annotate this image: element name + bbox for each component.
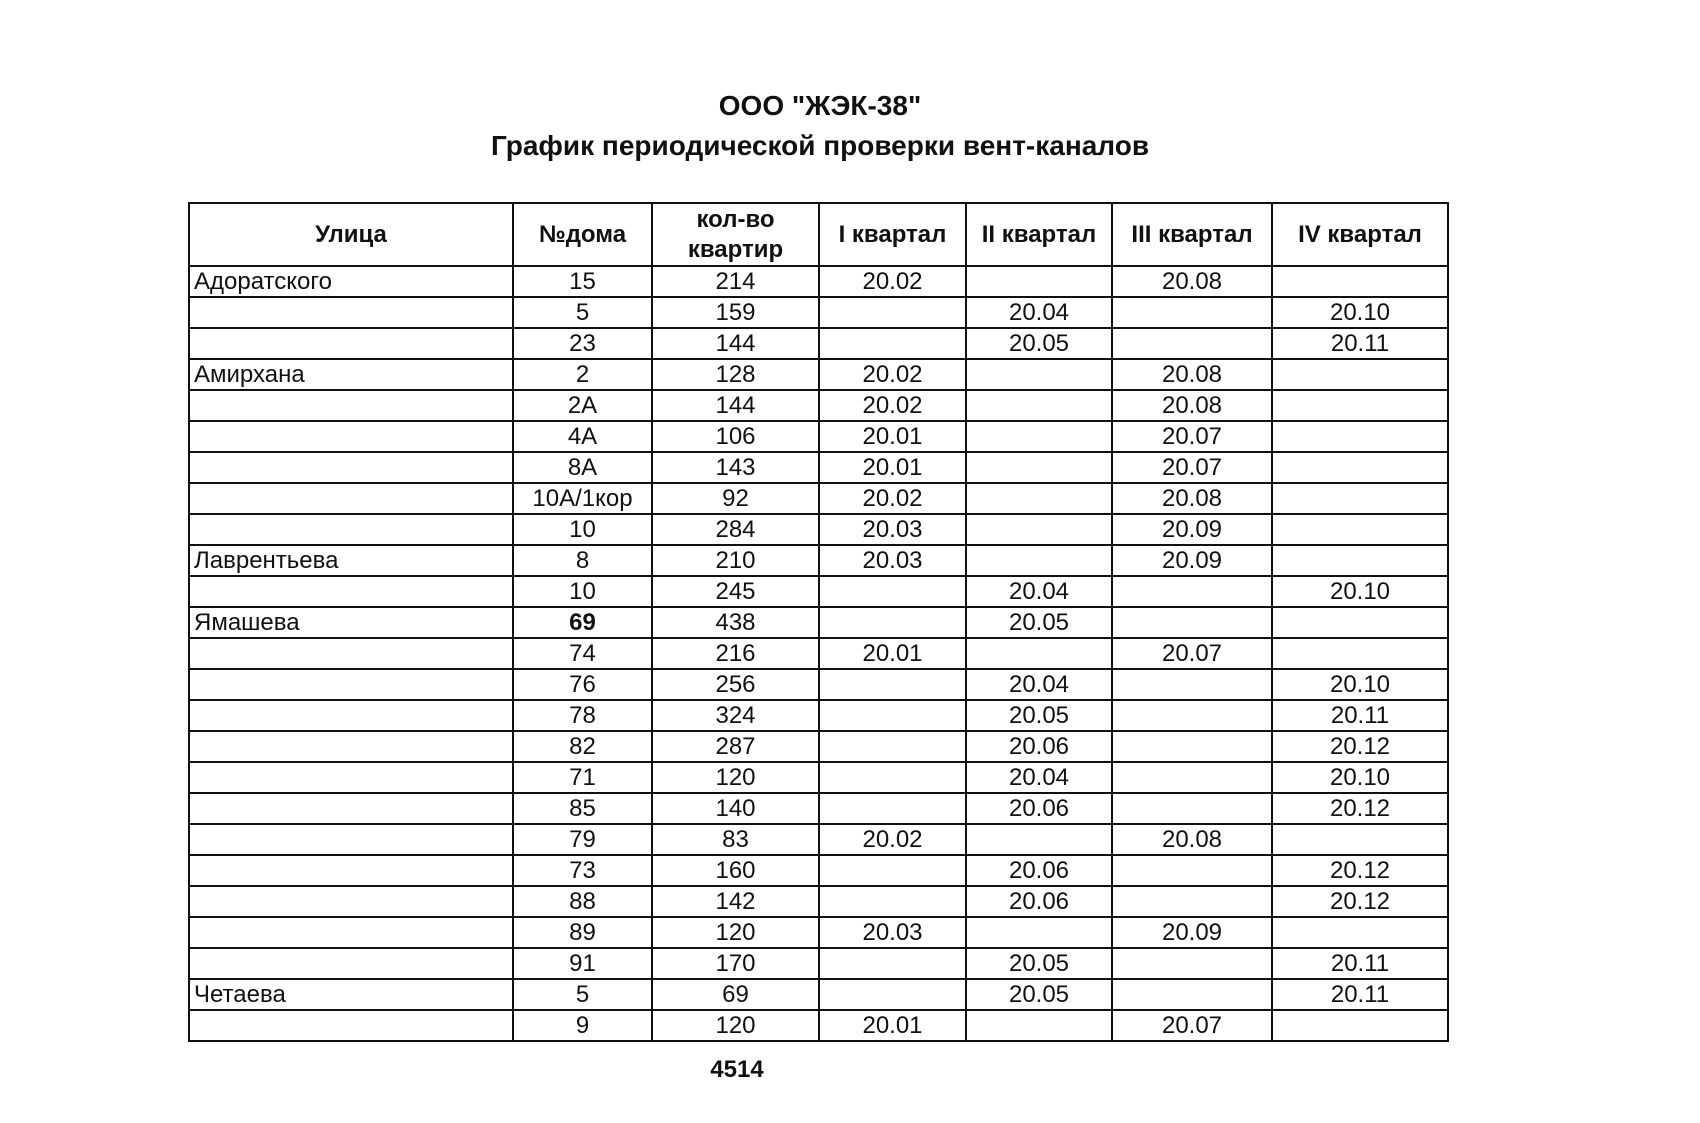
house-number-cell: 15: [513, 266, 652, 297]
street-cell: Ямашева: [189, 607, 513, 638]
quarter-4-date-cell: 20.11: [1272, 948, 1448, 979]
street-cell: [189, 917, 513, 948]
quarter-2-date-cell: 20.06: [966, 855, 1112, 886]
quarter-3-date-cell: [1112, 731, 1272, 762]
quarter-1-date-cell: 20.02: [819, 266, 966, 297]
quarter-1-date-cell: 20.01: [819, 421, 966, 452]
table-row: [189, 886, 1448, 917]
quarter-3-date-cell: 20.07: [1112, 421, 1272, 452]
table-row: [189, 328, 1448, 359]
house-number-cell: 2А: [513, 390, 652, 421]
quarter-4-date-cell: 20.12: [1272, 793, 1448, 824]
table-row: [189, 948, 1448, 979]
quarter-2-date-cell: 20.06: [966, 793, 1112, 824]
quarter-2-date-cell: 20.05: [966, 607, 1112, 638]
apartment-count-cell: 216: [652, 638, 819, 669]
house-number-cell: 78: [513, 700, 652, 731]
house-number-cell: 5: [513, 297, 652, 328]
apartment-count-cell: 160: [652, 855, 819, 886]
quarter-4-date-cell: 20.11: [1272, 979, 1448, 1010]
house-number-cell: 76: [513, 669, 652, 700]
quarter-4-date-cell: [1272, 452, 1448, 483]
quarter-3-date-cell: 20.09: [1112, 917, 1272, 948]
street-cell: [189, 297, 513, 328]
quarter-1-date-cell: [819, 669, 966, 700]
house-number-cell: 4А: [513, 421, 652, 452]
quarter-4-date-cell: 20.10: [1272, 762, 1448, 793]
street-cell: [189, 452, 513, 483]
table-row: [189, 855, 1448, 886]
column-header-quarter-4: IV квартал: [1272, 203, 1448, 266]
quarter-1-date-cell: 20.02: [819, 483, 966, 514]
street-cell: Четаева: [189, 979, 513, 1010]
quarter-1-date-cell: 20.02: [819, 390, 966, 421]
quarter-1-date-cell: [819, 297, 966, 328]
quarter-4-date-cell: 20.12: [1272, 886, 1448, 917]
street-cell: [189, 824, 513, 855]
quarter-3-date-cell: [1112, 297, 1272, 328]
table-row: [189, 700, 1448, 731]
quarter-4-date-cell: 20.12: [1272, 731, 1448, 762]
quarter-2-date-cell: [966, 638, 1112, 669]
quarter-4-date-cell: [1272, 483, 1448, 514]
quarter-4-date-cell: 20.10: [1272, 576, 1448, 607]
quarter-3-date-cell: 20.07: [1112, 638, 1272, 669]
apartment-count-cell: 69: [652, 979, 819, 1010]
quarter-3-date-cell: [1112, 948, 1272, 979]
house-number-cell: 89: [513, 917, 652, 948]
quarter-2-date-cell: [966, 266, 1112, 297]
quarter-2-date-cell: [966, 545, 1112, 576]
apartment-count-cell: 140: [652, 793, 819, 824]
table-row: [189, 669, 1448, 700]
table-row: [189, 917, 1448, 948]
quarter-1-date-cell: 20.01: [819, 638, 966, 669]
quarter-3-date-cell: 20.08: [1112, 266, 1272, 297]
quarter-2-date-cell: 20.06: [966, 731, 1112, 762]
vent-check-schedule-table: [188, 202, 1449, 1042]
apartment-count-cell: 144: [652, 390, 819, 421]
apartment-count-cell: 83: [652, 824, 819, 855]
quarter-2-date-cell: 20.04: [966, 762, 1112, 793]
quarter-1-date-cell: 20.02: [819, 359, 966, 390]
quarter-4-date-cell: 20.11: [1272, 328, 1448, 359]
apartment-count-cell: 143: [652, 452, 819, 483]
apartment-count-cell: 144: [652, 328, 819, 359]
street-cell: [189, 1010, 513, 1041]
apartment-count-cell: 284: [652, 514, 819, 545]
quarter-1-date-cell: 20.01: [819, 452, 966, 483]
quarter-4-date-cell: 20.10: [1272, 669, 1448, 700]
apartment-count-cell: 438: [652, 607, 819, 638]
apartment-count-cell: 120: [652, 917, 819, 948]
street-cell: [189, 886, 513, 917]
apartment-count-cell: 120: [652, 762, 819, 793]
quarter-1-date-cell: [819, 979, 966, 1010]
quarter-4-date-cell: 20.11: [1272, 700, 1448, 731]
table-row: [189, 607, 1448, 638]
house-number-cell: 73: [513, 855, 652, 886]
quarter-3-date-cell: 20.07: [1112, 1010, 1272, 1041]
quarter-3-date-cell: 20.07: [1112, 452, 1272, 483]
street-cell: [189, 514, 513, 545]
quarter-1-date-cell: 20.03: [819, 545, 966, 576]
apartment-count-cell: 159: [652, 297, 819, 328]
table-row: [189, 824, 1448, 855]
table-row: [189, 483, 1448, 514]
table-row: [189, 762, 1448, 793]
table-row: [189, 576, 1448, 607]
quarter-1-date-cell: [819, 886, 966, 917]
house-number-cell: 85: [513, 793, 652, 824]
apartment-count-cell: 128: [652, 359, 819, 390]
house-number-cell: 2: [513, 359, 652, 390]
house-number-cell: 74: [513, 638, 652, 669]
apartment-count-cell: 142: [652, 886, 819, 917]
table-row: [189, 421, 1448, 452]
street-cell: [189, 576, 513, 607]
quarter-2-date-cell: 20.04: [966, 576, 1112, 607]
quarter-2-date-cell: [966, 514, 1112, 545]
quarter-3-date-cell: 20.08: [1112, 483, 1272, 514]
quarter-1-date-cell: [819, 328, 966, 359]
quarter-2-date-cell: [966, 421, 1112, 452]
table-row: [189, 1010, 1448, 1041]
quarter-1-date-cell: 20.03: [819, 514, 966, 545]
table-row: [189, 545, 1448, 576]
quarter-4-date-cell: [1272, 359, 1448, 390]
quarter-4-date-cell: [1272, 390, 1448, 421]
quarter-4-date-cell: [1272, 545, 1448, 576]
street-cell: [189, 328, 513, 359]
quarter-3-date-cell: [1112, 607, 1272, 638]
house-number-cell: 10А/1кор: [513, 483, 652, 514]
column-header-street: Улица: [189, 203, 513, 266]
quarter-4-date-cell: [1272, 1010, 1448, 1041]
quarter-3-date-cell: [1112, 886, 1272, 917]
quarter-2-date-cell: 20.05: [966, 328, 1112, 359]
column-header-quarter-3: III квартал: [1112, 203, 1272, 266]
house-number-cell: 88: [513, 886, 652, 917]
house-number-cell: 5: [513, 979, 652, 1010]
apartment-count-cell: 245: [652, 576, 819, 607]
quarter-2-date-cell: [966, 390, 1112, 421]
street-cell: Адоратского: [189, 266, 513, 297]
quarter-3-date-cell: [1112, 793, 1272, 824]
apartment-count-cell: 210: [652, 545, 819, 576]
quarter-2-date-cell: [966, 483, 1112, 514]
table-row: [189, 731, 1448, 762]
quarter-2-date-cell: 20.05: [966, 948, 1112, 979]
quarter-3-date-cell: [1112, 979, 1272, 1010]
document-title: График периодической проверки вент-каналов: [490, 130, 1150, 161]
quarter-3-date-cell: 20.08: [1112, 824, 1272, 855]
column-header-apartment-count: кол-во квартир: [652, 203, 819, 266]
table-row: [189, 297, 1448, 328]
quarter-1-date-cell: [819, 855, 966, 886]
quarter-2-date-cell: [966, 917, 1112, 948]
apartment-count-cell: 324: [652, 700, 819, 731]
street-cell: [189, 731, 513, 762]
table-body: [189, 266, 1448, 1041]
street-cell: [189, 483, 513, 514]
house-number-cell: 23: [513, 328, 652, 359]
quarter-4-date-cell: [1272, 514, 1448, 545]
street-cell: Лаврентьева: [189, 545, 513, 576]
street-cell: [189, 390, 513, 421]
quarter-3-date-cell: [1112, 762, 1272, 793]
column-header-house-number: №дома: [513, 203, 652, 266]
column-header-quarter-2: II квартал: [966, 203, 1112, 266]
house-number-cell: 8: [513, 545, 652, 576]
street-cell: [189, 669, 513, 700]
table-row: [189, 359, 1448, 390]
quarter-1-date-cell: [819, 700, 966, 731]
house-number-cell: 10: [513, 514, 652, 545]
quarter-1-date-cell: [819, 607, 966, 638]
street-cell: Амирхана: [189, 359, 513, 390]
house-number-cell: 9: [513, 1010, 652, 1041]
house-number-cell: 82: [513, 731, 652, 762]
quarter-4-date-cell: [1272, 917, 1448, 948]
column-header-quarter-1: I квартал: [819, 203, 966, 266]
quarter-1-date-cell: [819, 762, 966, 793]
table-row: [189, 638, 1448, 669]
apartment-count-cell: 287: [652, 731, 819, 762]
quarter-1-date-cell: [819, 576, 966, 607]
quarter-2-date-cell: [966, 1010, 1112, 1041]
quarter-2-date-cell: [966, 359, 1112, 390]
quarter-3-date-cell: 20.08: [1112, 390, 1272, 421]
quarter-4-date-cell: [1272, 638, 1448, 669]
table-row: [189, 452, 1448, 483]
quarter-3-date-cell: 20.09: [1112, 514, 1272, 545]
quarter-3-date-cell: 20.09: [1112, 545, 1272, 576]
quarter-1-date-cell: [819, 731, 966, 762]
total-apartments: 4514: [710, 1056, 764, 1083]
apartment-count-cell: 214: [652, 266, 819, 297]
house-number-cell: 69: [513, 607, 652, 638]
quarter-1-date-cell: 20.02: [819, 824, 966, 855]
quarter-4-date-cell: [1272, 607, 1448, 638]
quarter-2-date-cell: 20.05: [966, 700, 1112, 731]
apartment-count-cell: 106: [652, 421, 819, 452]
table-row: [189, 979, 1448, 1010]
quarter-2-date-cell: 20.05: [966, 979, 1112, 1010]
quarter-1-date-cell: [819, 948, 966, 979]
table-row: [189, 514, 1448, 545]
quarter-3-date-cell: 20.08: [1112, 359, 1272, 390]
quarter-2-date-cell: 20.04: [966, 669, 1112, 700]
quarter-3-date-cell: [1112, 669, 1272, 700]
table-header-row: [189, 203, 1448, 266]
organization-name: ООО "ЖЭК-38": [718, 90, 922, 121]
apartment-count-cell: 170: [652, 948, 819, 979]
quarter-3-date-cell: [1112, 855, 1272, 886]
apartment-count-cell: 120: [652, 1010, 819, 1041]
table-row: [189, 266, 1448, 297]
house-number-cell: 10: [513, 576, 652, 607]
quarter-2-date-cell: 20.04: [966, 297, 1112, 328]
house-number-cell: 8А: [513, 452, 652, 483]
quarter-2-date-cell: [966, 452, 1112, 483]
quarter-4-date-cell: 20.12: [1272, 855, 1448, 886]
street-cell: [189, 793, 513, 824]
quarter-3-date-cell: [1112, 576, 1272, 607]
table-row: [189, 390, 1448, 421]
street-cell: [189, 421, 513, 452]
quarter-2-date-cell: [966, 824, 1112, 855]
table-row: [189, 793, 1448, 824]
street-cell: [189, 855, 513, 886]
house-number-cell: 91: [513, 948, 652, 979]
street-cell: [189, 948, 513, 979]
street-cell: [189, 638, 513, 669]
quarter-3-date-cell: [1112, 328, 1272, 359]
quarter-4-date-cell: 20.10: [1272, 297, 1448, 328]
document-header: [0, 86, 1640, 166]
street-cell: [189, 700, 513, 731]
street-cell: [189, 762, 513, 793]
quarter-4-date-cell: [1272, 421, 1448, 452]
apartment-count-cell: 92: [652, 483, 819, 514]
house-number-cell: 71: [513, 762, 652, 793]
apartment-count-cell: 256: [652, 669, 819, 700]
quarter-1-date-cell: 20.01: [819, 1010, 966, 1041]
quarter-1-date-cell: [819, 793, 966, 824]
quarter-4-date-cell: [1272, 824, 1448, 855]
quarter-3-date-cell: [1112, 700, 1272, 731]
quarter-1-date-cell: 20.03: [819, 917, 966, 948]
quarter-4-date-cell: [1272, 266, 1448, 297]
house-number-cell: 79: [513, 824, 652, 855]
quarter-2-date-cell: 20.06: [966, 886, 1112, 917]
